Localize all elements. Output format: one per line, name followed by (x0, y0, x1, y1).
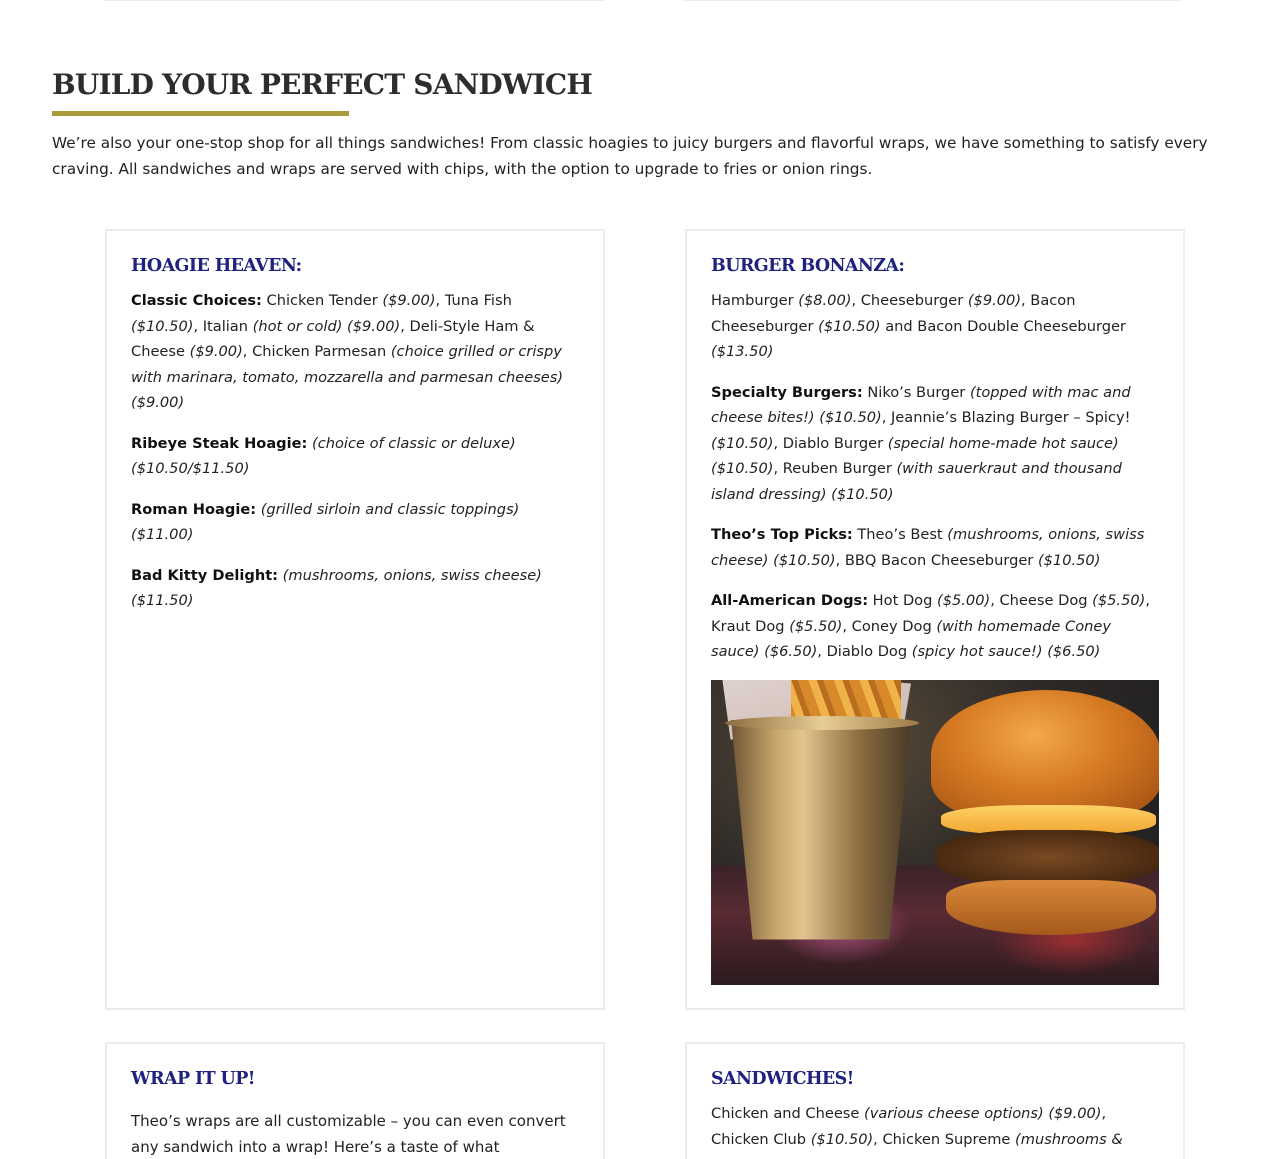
item-label: Bad Kitty Delight: (131, 566, 279, 584)
menu-item-bad-kitty: Bad Kitty Delight: (mushrooms, onions, swiss cheese) ($11.50) (131, 566, 542, 609)
item-label: Classic Choices: (131, 292, 262, 309)
menu-item-top-picks: Theo’s Top Picks: Theo’s Best (mushrooms, onions, swiss cheese) ($10.50), BBQ Bacon Cheeseburger ($10.50) (711, 526, 1145, 569)
title-underline (52, 111, 349, 116)
menu-item-classic-choices: Classic Choices: Chicken Tender ($9.00), Tuna Fish ($10.50), Italian (hot or cold) ($9.00), Deli-Style Ham & Cheese ($9.00), Chicken Parmesan (choice grilled or crispy with marinara, tomato, mozzarella and parmesan cheeses) ($9.00) (131, 292, 564, 411)
previous-card-right (682, 0, 1182, 1)
section-title: BUILD YOUR PERFECT SANDWICH (52, 68, 592, 101)
sandwiches-card (685, 1042, 1185, 1159)
card-title: HOAGIE HEAVEN: (131, 256, 302, 276)
item-label: All-American Dogs: (711, 592, 869, 609)
wrap-description: Theo’s wraps are all customizable – you can even convert any sandwich into a wrap! Here’s a taste of what (131, 1112, 566, 1156)
hoagie-heaven-card (105, 229, 605, 1010)
menu-item-basic-burgers: Hamburger ($8.00), Cheeseburger ($9.00), Bacon Cheeseburger ($10.50) and Bacon Double Cheeseburger ($13.50) (711, 292, 1126, 360)
card-title: BURGER BONANZA: (711, 256, 905, 276)
item-label: Specialty Burgers: (711, 383, 863, 401)
card-title: WRAP IT UP! (131, 1069, 255, 1089)
card-title: SANDWICHES! (711, 1069, 854, 1089)
menu-item-ribeye: Ribeye Steak Hoagie: (choice of classic or deluxe) ($10.50/$11.50) (131, 434, 516, 477)
menu-item-dogs: All-American Dogs: Hot Dog ($5.00), Cheese Dog ($5.50), Kraut Dog ($5.50), Coney Dog (with homemade Coney sauce) ($6.50), Diablo Dog (spicy hot sauce!) ($6.50) (711, 592, 1150, 660)
menu-item-specialty-burgers: Specialty Burgers: Niko’s Burger (topped with mac and cheese bites!) ($10.50), Jeannie’s Blazing Burger – Spicy! ($10.50), Diablo Burger (special home-made hot sauce) ($10.50), Reuben Burger (with sauerkraut and thousand island dressing) ($10.50) (711, 383, 1131, 503)
wrap-it-up-card (105, 1042, 605, 1159)
burger-bonanza-card (685, 229, 1185, 1010)
burger-and-fries-photo (711, 680, 1159, 985)
item-label: Theo’s Top Picks: (711, 526, 853, 543)
menu-item-sandwiches: Chicken and Cheese (various cheese options) ($9.00), Chicken Club ($10.50), Chicken Supreme (mushrooms & (711, 1105, 1123, 1148)
item-label: Ribeye Steak Hoagie: (131, 434, 308, 452)
item-label: Roman Hoagie: (131, 500, 257, 518)
previous-card-left (104, 0, 604, 1)
section-intro: We’re also your one-stop shop for all things sandwiches! From classic hoagies to juicy burgers and flavorful wraps, we have something to satisfy every craving. All sandwiches and wraps are served with chips, with the option to upgrade to fries or onion rings. (52, 134, 1208, 178)
menu-item-roman: Roman Hoagie: (grilled sirloin and classic toppings) ($11.00) (131, 500, 520, 543)
